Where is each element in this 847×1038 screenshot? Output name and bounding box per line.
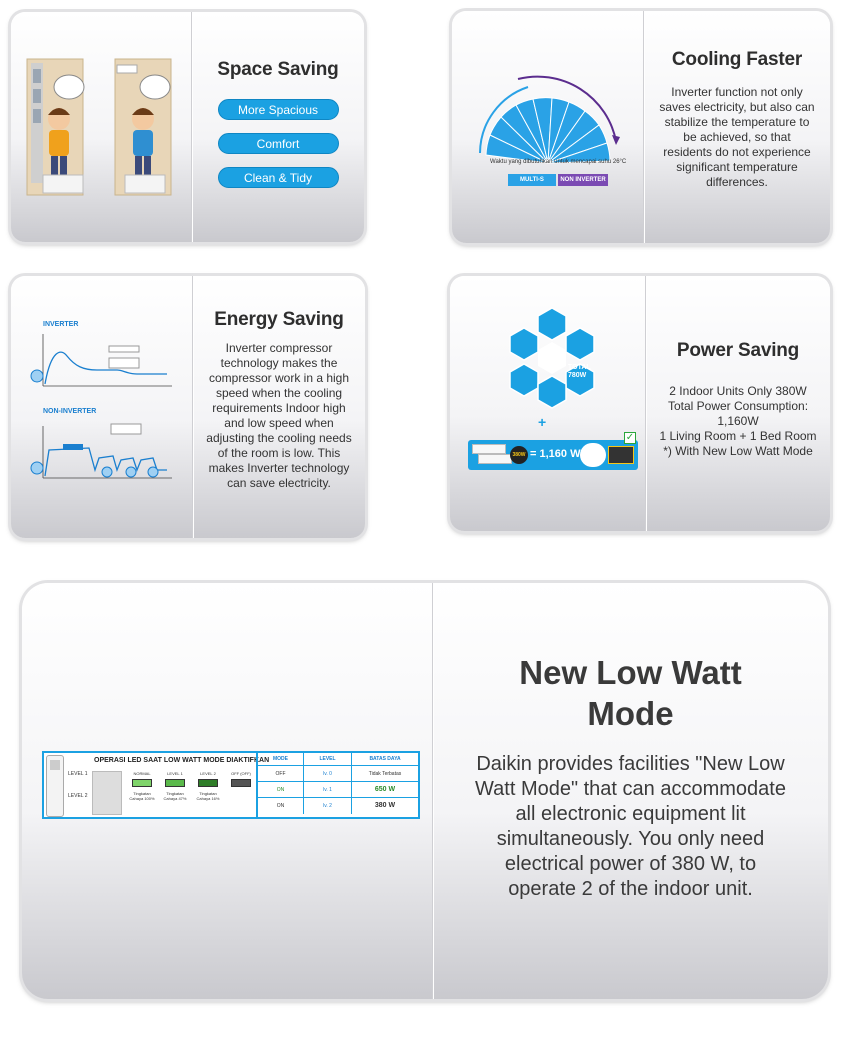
row-2-limit: 650 W	[374, 786, 396, 793]
meter-icon	[608, 446, 634, 464]
non-inverter-diagram-label: NON-INVERTER	[43, 408, 97, 415]
cooling-caption: Waktu yang dibutuhkan untuk mencapai suhu 26°C	[490, 159, 627, 165]
row-2-level: lv. 1	[304, 782, 352, 797]
led-operation-table	[42, 751, 420, 819]
total-label: TOTAL	[568, 364, 591, 371]
clean-tidy-button[interactable]: Clean & Tidy	[218, 167, 339, 188]
hexagon-appliances-diagram	[502, 306, 602, 410]
energy-saving-description: Inverter compressor technology makes the compressor work in a high speed when the cooling requirements Indoor high and low speed when adjusting the cooling needs of the room is low. This makes Inverter technology can save electricity.	[206, 341, 352, 490]
low-watt-title: New Low Watt Mode	[519, 654, 742, 732]
more-spacious-button[interactable]: More Spacious	[218, 99, 339, 120]
energy-graph	[27, 330, 177, 490]
power-saving-line-5: *) With New Low Watt Mode	[663, 444, 813, 458]
row-1-mode: OFF	[258, 766, 304, 781]
non-inverter-label: NON INVERTER	[558, 174, 608, 186]
led-caption-normal: Tingkatan Cahaya 100%	[129, 791, 155, 801]
energy-saving-card	[11, 276, 365, 538]
inverter-label: INVERTER	[43, 321, 79, 328]
multi-s-label: MULTI-S	[508, 174, 556, 186]
led-caption-level-1: Tingkatan Cahaya 47%	[163, 791, 187, 801]
power-saving-line-1: 2 Indoor Units Only 380W	[669, 384, 807, 398]
energy-saving-title: Energy Saving	[214, 309, 344, 330]
row-2-mode: ON	[258, 782, 304, 797]
low-watt-description: Daikin provides facilities "New Low Watt Mode" that can accommodate all electronic equipment lit simultaneously. You only need electrical power of 380 W, to operate 2 of the indoor unit.	[475, 753, 786, 900]
led-label-normal: NORMAL	[133, 771, 151, 776]
badge-380w: 380W	[510, 446, 528, 464]
power-saving-card	[450, 276, 830, 531]
space-saving-illustration	[25, 57, 175, 197]
plus-sign: +	[538, 414, 547, 430]
indoor-unit-image	[472, 444, 506, 454]
col-mode: MODE	[258, 753, 304, 765]
led-caption-level-2: Tingkatan Cahaya 16%	[196, 791, 220, 801]
power-saving-line-4: 1 Living Room + 1 Bed Room	[659, 429, 817, 443]
led-level-1	[165, 779, 185, 787]
power-saving-title: Power Saving	[676, 340, 800, 361]
comfort-button[interactable]: Comfort	[218, 133, 339, 154]
cooling-faster-description: Inverter function not only saves electricity, but also can stabilize the temperature to be achieved, so that residents do not experience significant temperature differences.	[659, 84, 815, 189]
cooling-faster-title: Cooling Faster	[671, 48, 803, 70]
row-1-level: lv. 0	[304, 766, 352, 781]
led-normal	[132, 779, 152, 787]
table-row	[258, 782, 418, 798]
power-limit-table	[256, 753, 418, 817]
col-batas-daya: BATAS DAYA	[369, 756, 401, 762]
indoor-unit-led-image	[92, 771, 122, 815]
led-table-heading: OPERASI LED SAAT LOW WATT MODE DIAKTIFKAN	[94, 757, 270, 764]
space-saving-card	[11, 12, 364, 242]
led-label-off: OFF (OFF)	[231, 771, 251, 776]
row-1-limit: Tidak Terbatas	[368, 771, 402, 777]
low-watt-mode-card	[22, 583, 828, 999]
power-saving-line-3: 1,160W	[717, 414, 759, 428]
remote-level-2: LEVEL 2	[68, 793, 88, 799]
row-3-limit: 380 W	[374, 802, 396, 809]
checkmark-icon: ✓	[625, 432, 635, 443]
table-row	[258, 766, 418, 782]
row-3-mode: ON	[258, 798, 304, 814]
units-banner	[468, 432, 638, 470]
cooling-faster-card	[452, 11, 830, 243]
led-label-level-2: LEVEL 2	[200, 771, 216, 776]
row-3-level: lv. 2	[304, 798, 352, 814]
remote-control-image	[46, 755, 64, 817]
space-saving-title: Space Saving	[217, 59, 339, 80]
col-level: LEVEL	[304, 753, 352, 765]
total-value: 780W	[568, 372, 587, 379]
led-label-level-1: LEVEL 1	[167, 771, 183, 776]
indoor-unit-image	[478, 454, 512, 464]
power-saving-line-2: Total Power Consumption:	[667, 399, 809, 413]
remote-level-1: LEVEL 1	[68, 771, 88, 777]
sum-value: = 1,160 W	[530, 448, 581, 460]
led-level-2	[198, 779, 218, 787]
led-off	[231, 779, 251, 787]
table-row	[258, 798, 418, 814]
family-icon	[580, 443, 606, 467]
